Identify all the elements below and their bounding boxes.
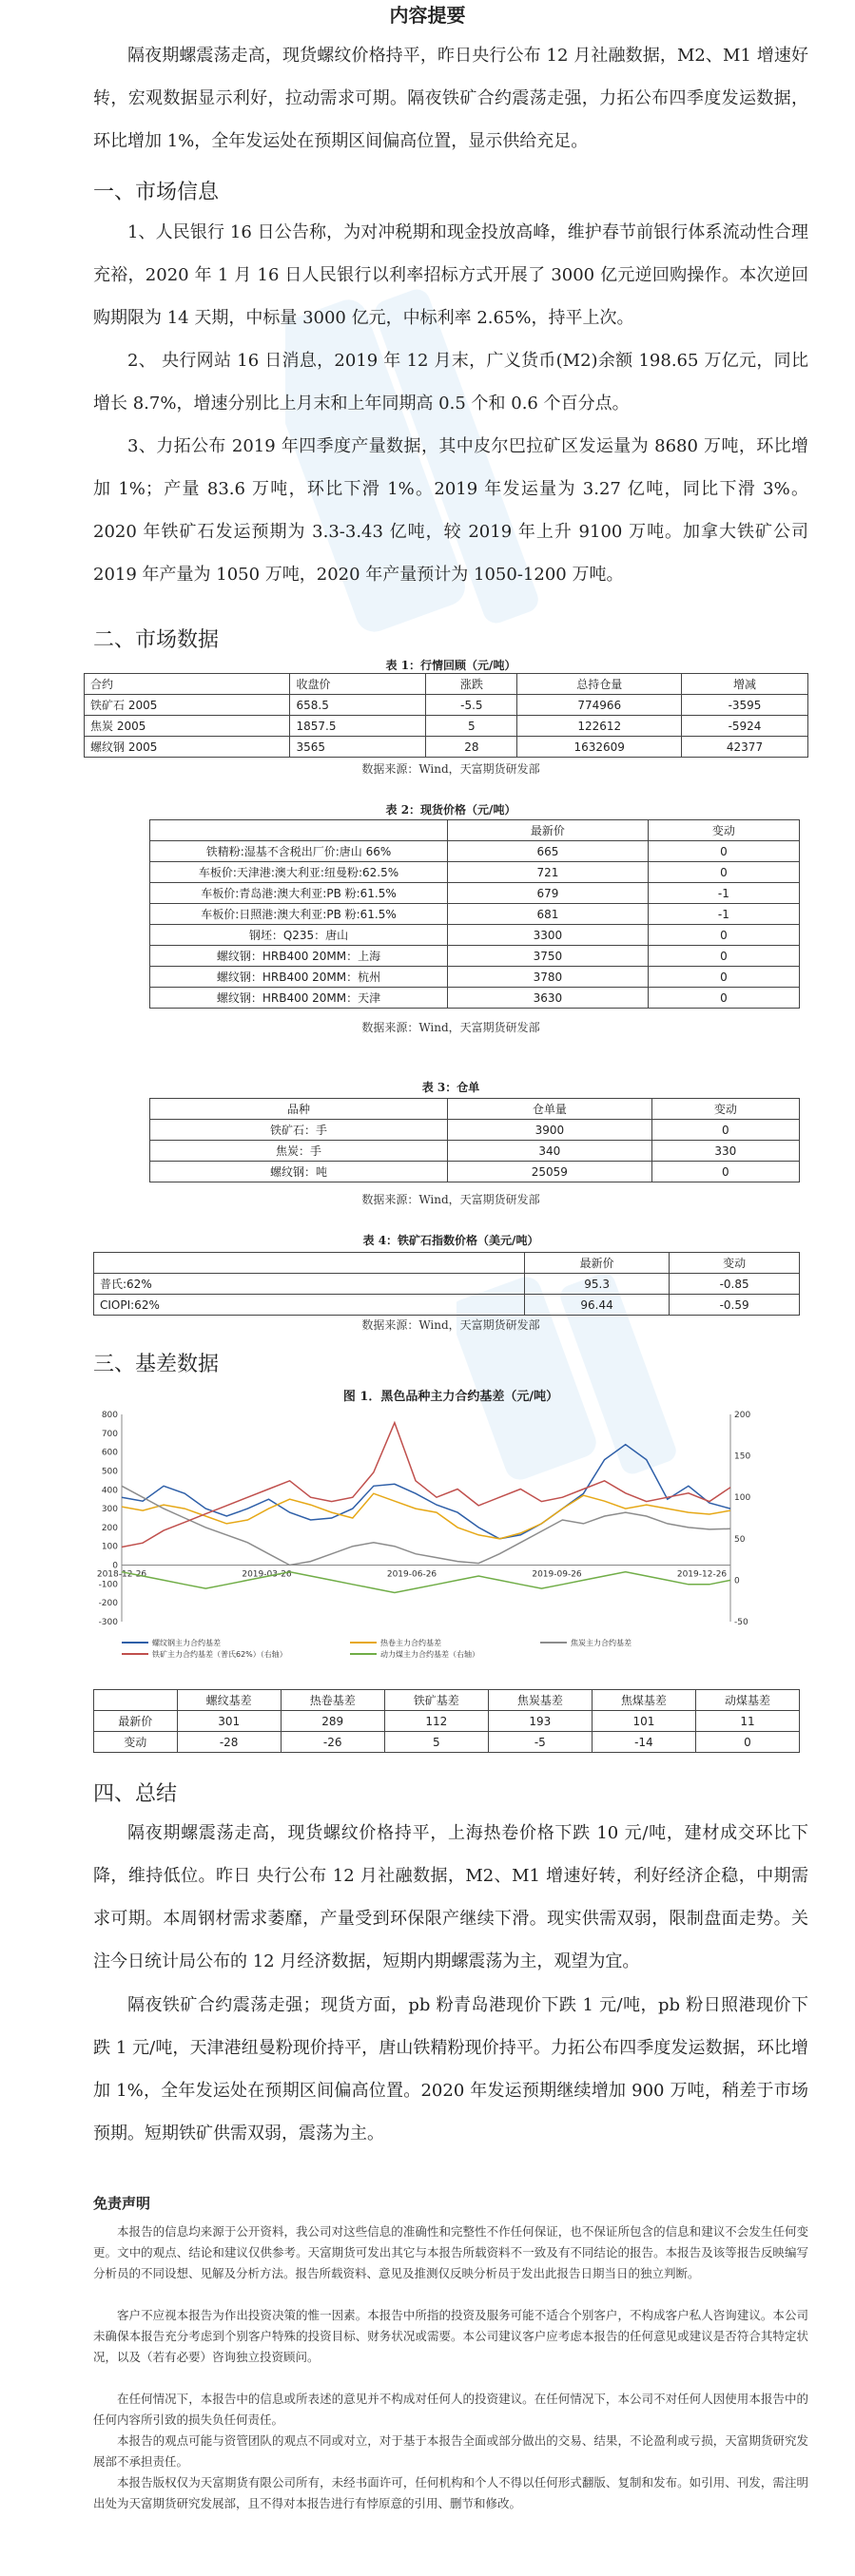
table-header-cell: 增减 (682, 674, 808, 695)
table2-caption: 表 2：现货价格（元/吨） (385, 803, 516, 817)
table-row (150, 904, 800, 925)
table-cell: 螺纹钢：HRB400 20MM：天津 (150, 988, 448, 1009)
table-cell: -5 (488, 1732, 592, 1753)
table-cell: 681 (448, 904, 649, 925)
table-cell: 变动 (94, 1732, 178, 1753)
table-cell: 112 (384, 1711, 488, 1732)
table-cell: -5.5 (426, 695, 517, 716)
disclaimer-paragraph: 本报告的信息均来源于公开资料，我公司对这些信息的准确性和完整性不作任何保证，也不保证所包含的信息和建议不会发生任何变更。文中的观点、结论和建议仅供参考。天富期货可发出其它与本报告所载资料不一致及有不同结论的报告。本报告及该等报告反映编写分析员的不同设想、见解及分析方法。报告所载资料、意见及推测仅反映分析员于发出此报告日期当日的独立判断。 (93, 2224, 808, 2280)
basis-chart (84, 1405, 787, 1690)
market-info-item: 2、 央行网站 16 日消息，2019 年 12 月末，广义货币(M2)余额 198.65 万亿元，同比增长 8.7%，增速分别比上月末和上年同期高 0.5 个和 0.6 个百分点。 (93, 351, 808, 413)
y-tick-label-right: 0 (734, 1576, 740, 1586)
table-header-cell: 合约 (85, 674, 290, 695)
table-row (85, 737, 808, 758)
table-cell: 最新价 (94, 1711, 178, 1732)
legend-label: 螺纹钢主力合约基差 (152, 1639, 221, 1647)
table-header-cell (150, 820, 448, 841)
table-header-row (150, 1099, 800, 1120)
table-header-cell: 仓单量 (448, 1099, 652, 1120)
table-row (150, 988, 800, 1009)
table-row (150, 1162, 800, 1182)
table-cell: 焦炭 2005 (85, 716, 290, 737)
table-cell: 铁矿石：手 (150, 1120, 448, 1141)
table-cell: 普氏:62% (94, 1274, 525, 1295)
table-row (150, 1141, 800, 1162)
table-header-cell: 最新价 (448, 820, 649, 841)
table-row (94, 1274, 800, 1295)
table-header-cell: 焦煤基差 (592, 1690, 695, 1711)
y-tick-label-right: 150 (734, 1451, 751, 1462)
table4 (93, 1252, 800, 1316)
table-cell: 340 (448, 1141, 652, 1162)
table-row (150, 967, 800, 988)
basis-table (93, 1689, 800, 1753)
table-cell: 0 (648, 988, 799, 1009)
y-tick-label-left: 200 (101, 1523, 118, 1533)
y-tick-label-right: 100 (734, 1493, 751, 1504)
table-header-cell: 最新价 (525, 1253, 670, 1274)
y-tick-label-left: -300 (98, 1618, 118, 1627)
table-cell: 665 (448, 841, 649, 862)
table-row (94, 1732, 800, 1753)
y-tick-label-left: 500 (101, 1467, 118, 1477)
series-line (122, 1493, 730, 1539)
table-row (150, 946, 800, 967)
disclaimer-paragraph: 本报告版权仅为天富期货有限公司所有，未经书面许可，任何机构和个人不得以任何形式翻版、复制和发布。如引用、刊发，需注明出处为天富期货研究发展部，且不得对本报告进行有悖原意的引用、删节和修改。 (93, 2475, 808, 2510)
chart-title: 图 1．黑色品种主力合约基差（元/吨） (342, 1390, 559, 1404)
table-cell: -3595 (682, 695, 808, 716)
table-cell: 铁精粉:湿基不含税出厂价:唐山 66% (150, 841, 448, 862)
table-cell: 11 (695, 1711, 799, 1732)
y-tick-label-right: 50 (734, 1534, 746, 1545)
table-header-cell: 总持仓量 (517, 674, 682, 695)
table-cell: -26 (281, 1732, 384, 1753)
table-cell: 3750 (448, 946, 649, 967)
table-cell: 658.5 (290, 695, 426, 716)
table-cell: 1632609 (517, 737, 682, 758)
table-header-cell: 热卷基差 (281, 1690, 384, 1711)
section-heading-summary: 四、总结 (93, 1782, 178, 1806)
table-header-row (94, 1690, 800, 1711)
table-cell: 42377 (682, 737, 808, 758)
market-info-item: 3、力拓公布 2019 年四季度产量数据，其中皮尔巴拉矿区发运量为 8680 万吨，环比增加 1%；产量 83.6 万吨，环比下滑 1%。2019 年发运量为 3.27 亿吨，同比下滑 3%。2020 年铁矿石发运预期为 3.3-3.43 亿吨，较 2019 年上升 9100 万吨。加拿大铁矿公司 2019 年产量为 1050 万吨，2020 年产量预计为 1050-1200 万吨。 (93, 436, 808, 585)
table-cell: 25059 (448, 1162, 652, 1182)
table-cell: 0 (648, 925, 799, 946)
y-tick-label-left: 800 (101, 1411, 118, 1420)
y-tick-label-left: -100 (98, 1580, 118, 1590)
legend-label: 铁矿主力合约基差（普氏62%）（右轴） (152, 1650, 287, 1659)
x-tick-label: 2019-03-26 (242, 1569, 292, 1580)
table-cell: 301 (177, 1711, 281, 1732)
table-cell: 721 (448, 862, 649, 883)
table-cell: -14 (592, 1732, 695, 1753)
source-note: 数据来源：Wind，天富期货研发部 (361, 1021, 540, 1034)
table-header-cell: 变动 (670, 1253, 800, 1274)
table-cell: 95.3 (525, 1274, 670, 1295)
table3 (149, 1098, 800, 1182)
series-line (122, 1423, 730, 1548)
table-cell: 车板价:日照港:澳大利亚:PB 粉:61.5% (150, 904, 448, 925)
source-note: 数据来源：Wind，天富期货研发部 (361, 762, 540, 776)
table-header-cell: 铁矿基差 (384, 1690, 488, 1711)
table-cell: 0 (651, 1120, 799, 1141)
table-header-cell: 变动 (648, 820, 799, 841)
disclaimer-paragraph: 本报告的观点可能与资管团队的观点不同或对立，对于基于本报告全面或部分做出的交易、结果，不论盈利或亏损，天富期货研究发展部不承担责任。 (93, 2433, 808, 2469)
table-row (150, 925, 800, 946)
table-row (85, 716, 808, 737)
disclaimer-paragraph: 在任何情况下，本报告中的信息或所表述的意见并不构成对任何人的投资建议。在任何情况下，本公司不对任何人因使用本报告中的任何内容所引致的损失负任何责任。 (93, 2392, 808, 2427)
table-cell: 774966 (517, 695, 682, 716)
legend-label: 焦炭主力合约基差 (571, 1639, 632, 1647)
table-cell: 5 (426, 716, 517, 737)
table-row (94, 1711, 800, 1732)
table-cell: 122612 (517, 716, 682, 737)
table-cell: 3565 (290, 737, 426, 758)
table-cell: 3630 (448, 988, 649, 1009)
table-cell: 1857.5 (290, 716, 426, 737)
table-cell: -0.59 (670, 1295, 800, 1316)
chart-legend (122, 1638, 632, 1659)
series-line (122, 1445, 730, 1539)
y-tick-label-left: -200 (98, 1599, 118, 1609)
page-title: 内容提要 (389, 4, 466, 27)
table-cell: 3900 (448, 1120, 652, 1141)
table-row (150, 883, 800, 904)
table-cell: -0.85 (670, 1274, 800, 1295)
y-tick-label-left: 100 (101, 1542, 118, 1552)
legend-label: 动力煤主力合约基差（右轴） (380, 1650, 479, 1659)
table-cell: 0 (651, 1162, 799, 1182)
table-cell: 车板价:青岛港:澳大利亚:PB 粉:61.5% (150, 883, 448, 904)
source-note: 数据来源：Wind，天富期货研发部 (361, 1193, 540, 1206)
table-cell: 螺纹钢：吨 (150, 1162, 448, 1182)
table4-caption: 表 4：铁矿石指数价格（美元/吨） (362, 1234, 539, 1247)
y-tick-label-right: 200 (734, 1411, 751, 1420)
table-cell: -1 (648, 883, 799, 904)
table-cell: 193 (488, 1711, 592, 1732)
table-cell: 螺纹钢 2005 (85, 737, 290, 758)
table-cell: 0 (648, 946, 799, 967)
table-cell: 螺纹钢：HRB400 20MM：上海 (150, 946, 448, 967)
legend-label: 热卷主力合约基差 (380, 1639, 441, 1647)
y-tick-label-left: 700 (101, 1429, 118, 1439)
y-tick-label-right: -50 (734, 1618, 748, 1627)
table-cell: 289 (281, 1711, 384, 1732)
table-header-row (94, 1253, 800, 1274)
y-tick-label-left: 400 (101, 1486, 118, 1496)
table-cell: 0 (648, 862, 799, 883)
section-heading-market-data: 二、市场数据 (93, 628, 220, 652)
table-header-cell: 螺纹基差 (177, 1690, 281, 1711)
table-cell: 0 (648, 841, 799, 862)
table-row (94, 1295, 800, 1316)
table-cell: -5924 (682, 716, 808, 737)
table-header-cell: 变动 (651, 1099, 799, 1120)
summary-paragraph: 隔夜期螺震荡走高，现货螺纹价格持平，昨日央行公布 12 月社融数据，M2、M1 增速好转，宏观数据显示利好，拉动需求可期。隔夜铁矿合约震荡走强，力拓公布四季度发运数据，环比增加 1%，全年发运处在预期区间偏高位置，显示供给充足。 (93, 46, 808, 151)
table-header-cell: 焦炭基差 (488, 1690, 592, 1711)
table-cell: 3300 (448, 925, 649, 946)
table-cell: 焦炭：手 (150, 1141, 448, 1162)
table1 (84, 673, 808, 758)
table-header-cell (94, 1690, 178, 1711)
table-cell: -1 (648, 904, 799, 925)
y-tick-label-left: 600 (101, 1448, 118, 1458)
market-info-item: 1、人民银行 16 日公告称，为对冲税期和现金投放高峰，维护春节前银行体系流动性合理充裕，2020 年 1 月 16 日人民银行以利率招标方式开展了 3000 亿元逆回购操作。本次逆回购期限为 14 天期，中标量 3000 亿元，中标利率 2.65%，持平上次。 (93, 222, 808, 328)
table-cell: -28 (177, 1732, 281, 1753)
table-cell: 钢坯：Q235：唐山 (150, 925, 448, 946)
table-cell: 0 (648, 967, 799, 988)
x-tick-label: 2019-12-26 (676, 1569, 728, 1580)
section-heading-basis: 三、基差数据 (93, 1353, 220, 1376)
x-tick-label: 2018-12-26 (96, 1569, 147, 1580)
table3-caption: 表 3：仓单 (421, 1081, 480, 1094)
disclaimer-paragraph: 客户不应视本报告为作出投资决策的惟一因素。本报告中所指的投资及服务可能不适合个别客户，不构成客户私人咨询建议。本公司未确保本报告充分考虑到个别客户特殊的投资目标、财务状况或需要。本公司建议客户应考虑本报告的任何意见或建议是否符合其特定状况，以及（若有必要）咨询独立投资顾问。 (93, 2308, 808, 2364)
table-row (85, 695, 808, 716)
table-cell: 3780 (448, 967, 649, 988)
table-cell: 28 (426, 737, 517, 758)
y-tick-label-left: 0 (112, 1561, 118, 1571)
table-cell: 101 (592, 1711, 695, 1732)
table-row (150, 1120, 800, 1141)
table-header-row (150, 820, 800, 841)
disclaimer-title: 免责声明 (93, 2195, 151, 2212)
table-cell: 铁矿石 2005 (85, 695, 290, 716)
table-cell: 0 (695, 1732, 799, 1753)
table1-caption: 表 1：行情回顾（元/吨） (385, 659, 516, 672)
table-cell: 679 (448, 883, 649, 904)
source-note: 数据来源：Wind，天富期货研发部 (361, 1318, 540, 1332)
x-tick-label: 2019-09-26 (532, 1569, 582, 1580)
table-cell: 车板价:天津港:澳大利亚:纽曼粉:62.5% (150, 862, 448, 883)
table2 (149, 819, 800, 1009)
table-cell: 96.44 (525, 1295, 670, 1316)
table-header-cell (94, 1253, 525, 1274)
chart-lines (122, 1423, 730, 1593)
table-cell: CIOPI:62% (94, 1295, 525, 1316)
conclusion-paragraph: 隔夜期螺震荡走高，现货螺纹价格持平，上海热卷价格下跌 10 元/吨，建材成交环比下降，维持低位。昨日 央行公布 12 月社融数据，M2、M1 增速好转，利好经济企稳，中期需求可期。本周钢材需求萎靡，产量受到环保限产继续下滑。现实供需双弱，限制盘面走势。关注今日统计局公布的 12 月经济数据，短期内期螺震荡为主，观望为宜。 (93, 1823, 808, 1971)
table-row (150, 862, 800, 883)
table-header-cell: 涨跌 (426, 674, 517, 695)
section-heading-market-info: 一、市场信息 (93, 181, 220, 204)
x-tick-label: 2019-06-26 (386, 1569, 437, 1580)
table-cell: 330 (651, 1141, 799, 1162)
table-row (150, 841, 800, 862)
y-tick-label-left: 300 (101, 1505, 118, 1515)
table-header-row (85, 674, 808, 695)
table-header-cell: 收盘价 (290, 674, 426, 695)
table-cell: 螺纹钢：HRB400 20MM：杭州 (150, 967, 448, 988)
table-cell: 5 (384, 1732, 488, 1753)
conclusion-paragraph: 隔夜铁矿合约震荡走强；现货方面，pb 粉青岛港现价下跌 1 元/吨，pb 粉日照港现价下跌 1 元/吨，天津港纽曼粉现价持平，唐山铁精粉现价持平。力拓公布四季度发运数据，环比增加 1%，全年发运处在预期区间偏高位置。2020 年发运预期继续增加 900 万吨，稍差于市场预期。短期铁矿供需双弱，震荡为主。 (93, 1995, 808, 2143)
table-header-cell: 动煤基差 (695, 1690, 799, 1711)
table-header-cell: 品种 (150, 1099, 448, 1120)
